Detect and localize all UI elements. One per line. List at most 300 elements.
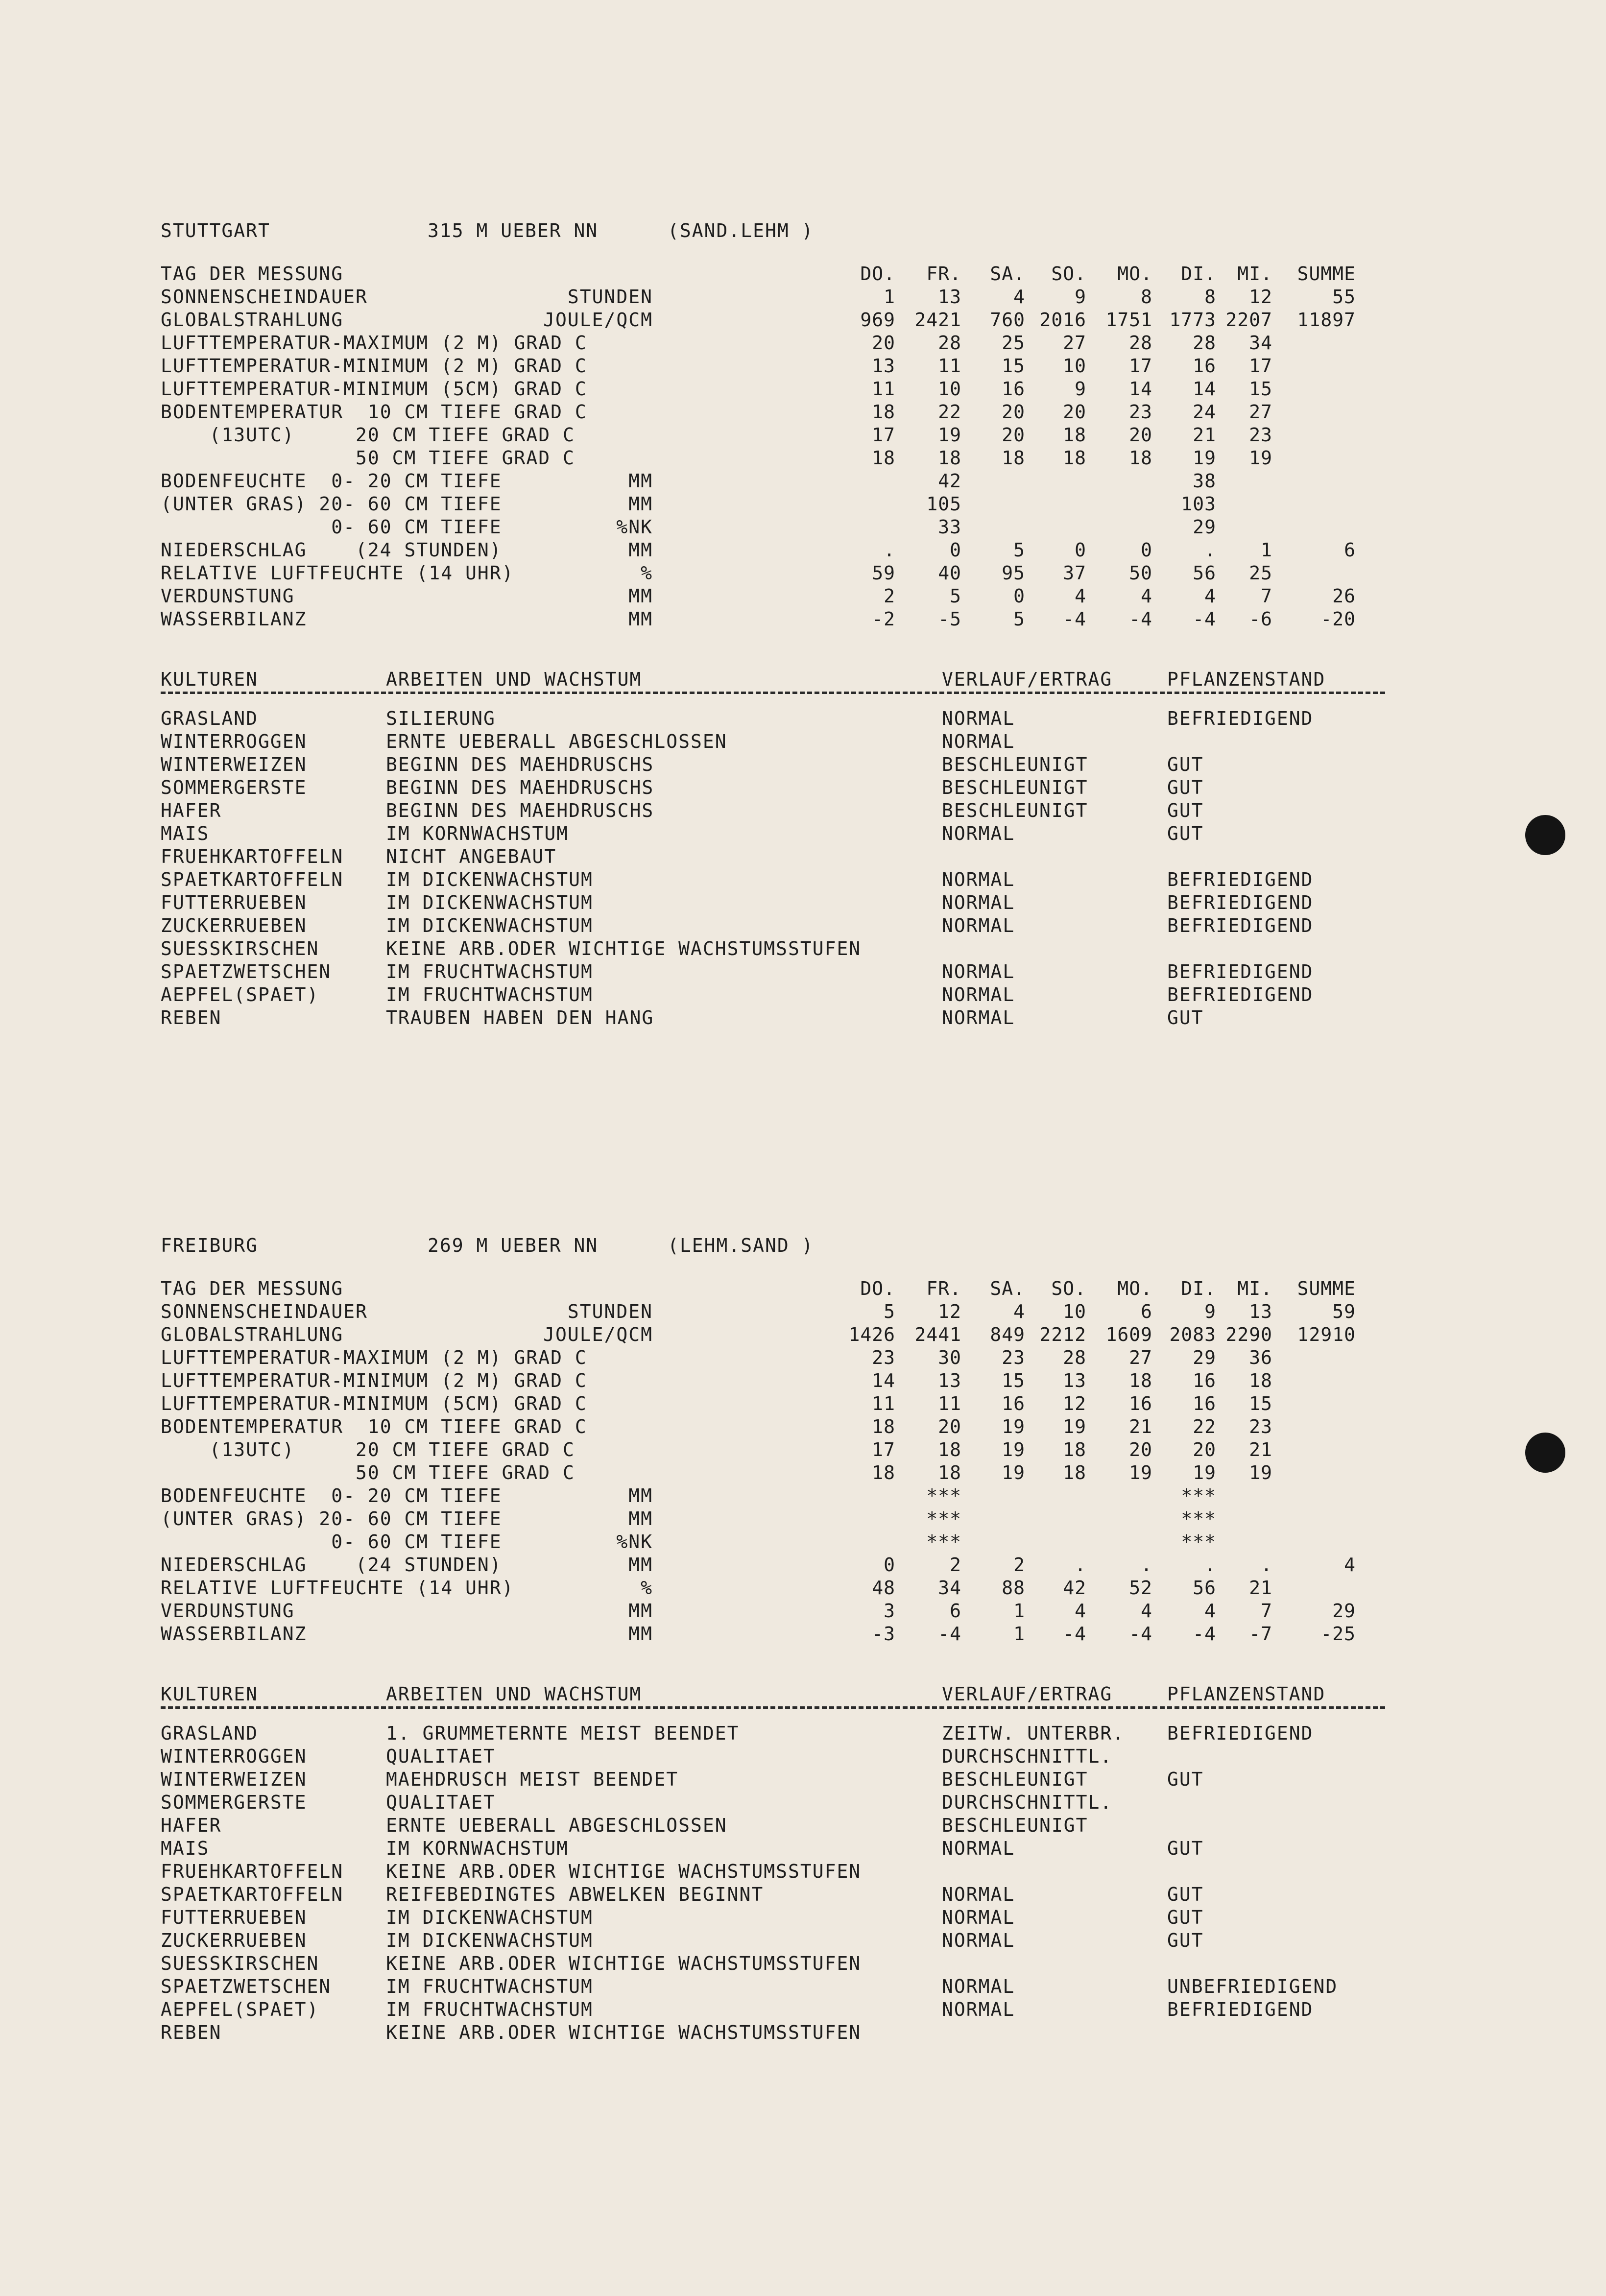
row-label: GLOBALSTRAHLUNG <box>161 309 344 331</box>
culture-cell: GUT <box>1167 1907 1204 1928</box>
value-cell: 33 <box>938 516 961 538</box>
value-cell: . <box>884 539 895 561</box>
culture-cell: BEFRIEDIGEND <box>1167 915 1314 936</box>
value-cell: 8 <box>1204 286 1216 308</box>
value-cell: 19 <box>1002 1462 1025 1483</box>
value-cell: 42 <box>1063 1577 1086 1599</box>
value-cell: 8 <box>1141 286 1152 308</box>
row-unit: % <box>641 1577 653 1599</box>
culture-cell: SPAETZWETSCHEN <box>161 1976 332 1997</box>
value-cell: 7 <box>1261 585 1272 607</box>
value-cell: 34 <box>1249 332 1272 354</box>
row-label: WASSERBILANZ <box>161 1623 307 1645</box>
day-header: MI. <box>1237 1278 1272 1299</box>
culture-cell: IM DICKENWACHSTUM <box>386 1930 593 1951</box>
culture-cell: BEFRIEDIGEND <box>1167 708 1314 729</box>
culture-cell: BESCHLEUNIGT <box>942 800 1088 821</box>
culture-cell: REBEN <box>161 1007 222 1028</box>
culture-cell: ERNTE UEBERALL ABGESCHLOSSEN <box>386 731 727 752</box>
value-cell: 21 <box>1249 1439 1272 1460</box>
row-label: SONNENSCHEINDAUER <box>161 286 368 308</box>
station-elevation: 269 M UEBER NN <box>428 1235 599 1256</box>
row-unit: %NK <box>616 516 653 538</box>
culture-cell: BESCHLEUNIGT <box>942 1815 1088 1836</box>
value-cell: 11 <box>872 1393 895 1414</box>
culture-cell: NORMAL <box>942 915 1015 936</box>
row-label: RELATIVE LUFTFEUCHTE (14 UHR) <box>161 1577 514 1599</box>
row-label: 50 CM TIEFE GRAD C <box>161 447 575 469</box>
culture-cell: GRASLAND <box>161 1722 259 1744</box>
culture-cell: NORMAL <box>942 1930 1015 1951</box>
row-label: LUFTTEMPERATUR-MINIMUM (2 M) GRAD C <box>161 1370 587 1391</box>
culture-cell: NICHT ANGEBAUT <box>386 846 557 867</box>
value-cell: 0 <box>884 1554 895 1576</box>
stand-col-header: PFLANZENSTAND <box>1167 1683 1326 1705</box>
row-label: LUFTTEMPERATUR-MAXIMUM (2 M) GRAD C <box>161 332 587 354</box>
value-cell: 10 <box>1063 355 1086 377</box>
value-cell: 15 <box>1002 1370 1025 1391</box>
value-cell: 21 <box>1129 1416 1152 1437</box>
value-cell: 16 <box>1193 1393 1216 1414</box>
row-unit: MM <box>628 1485 653 1507</box>
culture-cell: MAEHDRUSCH MEIST BEENDET <box>386 1769 679 1790</box>
culture-cell: QUALITAET <box>386 1792 496 1813</box>
value-cell: 27 <box>1249 401 1272 423</box>
culture-cell: NORMAL <box>942 1884 1015 1905</box>
culture-cell: BESCHLEUNIGT <box>942 777 1088 798</box>
day-header: SO. <box>1051 263 1086 285</box>
value-cell: 16 <box>1193 355 1216 377</box>
culture-cell: FUTTERRUEBEN <box>161 892 307 913</box>
sum-cell: 12910 <box>1297 1324 1356 1345</box>
value-cell: 52 <box>1129 1577 1152 1599</box>
culture-cell: IM DICKENWACHSTUM <box>386 892 593 913</box>
value-cell: -3 <box>872 1623 895 1645</box>
value-cell: 36 <box>1249 1347 1272 1368</box>
value-cell: 3 <box>884 1600 895 1622</box>
culture-cell: REIFEBEDINGTES ABWELKEN BEGINNT <box>386 1884 764 1905</box>
culture-cell: BEFRIEDIGEND <box>1167 961 1314 982</box>
culture-cell: MAIS <box>161 823 210 844</box>
row-label: BODENFEUCHTE 0- 20 CM TIEFE <box>161 1485 502 1507</box>
value-cell: 12 <box>938 1301 961 1322</box>
value-cell: 40 <box>938 562 961 584</box>
value-cell: 11 <box>938 355 961 377</box>
row-label: 50 CM TIEFE GRAD C <box>161 1462 575 1483</box>
culture-cell: SILIERUNG <box>386 708 496 729</box>
value-cell: 12 <box>1063 1393 1086 1414</box>
row-unit: MM <box>628 493 653 515</box>
value-cell: 25 <box>1002 332 1025 354</box>
value-cell: 20 <box>1002 424 1025 446</box>
day-header: SA. <box>990 263 1025 285</box>
value-cell: 28 <box>1193 332 1216 354</box>
culture-cell: GUT <box>1167 1884 1204 1905</box>
value-cell: 9 <box>1204 1301 1216 1322</box>
row-label: SONNENSCHEINDAUER <box>161 1301 368 1322</box>
value-cell: 1 <box>1013 1600 1025 1622</box>
value-cell: 20 <box>938 1416 961 1437</box>
day-header: FR. <box>926 1278 961 1299</box>
value-cell: 19 <box>938 424 961 446</box>
culture-cell: IM FRUCHTWACHSTUM <box>386 984 593 1005</box>
value-cell: 23 <box>872 1347 895 1368</box>
value-cell: 59 <box>872 562 895 584</box>
value-cell: -4 <box>1129 608 1152 630</box>
value-cell: -6 <box>1249 608 1272 630</box>
value-cell: 16 <box>1129 1393 1152 1414</box>
culture-cell: FUTTERRUEBEN <box>161 1907 307 1928</box>
value-cell: . <box>1141 1554 1152 1576</box>
value-cell: 24 <box>1193 401 1216 423</box>
day-header: MI. <box>1237 263 1272 285</box>
value-cell: 27 <box>1129 1347 1152 1368</box>
value-cell: 56 <box>1193 1577 1216 1599</box>
value-cell: 13 <box>938 286 961 308</box>
culture-cell: SPAETZWETSCHEN <box>161 961 332 982</box>
value-cell: 25 <box>1249 562 1272 584</box>
value-cell: 9 <box>1075 378 1086 400</box>
culture-cell: GUT <box>1167 777 1204 798</box>
culture-cell: IM FRUCHTWACHSTUM <box>386 1999 593 2020</box>
value-cell: 18 <box>1129 1370 1152 1391</box>
value-cell: 28 <box>1063 1347 1086 1368</box>
culture-cell: BESCHLEUNIGT <box>942 1769 1088 1790</box>
row-label: (13UTC) 20 CM TIEFE GRAD C <box>161 1439 575 1460</box>
row-label: LUFTTEMPERATUR-MINIMUM (5CM) GRAD C <box>161 378 587 400</box>
station-name: STUTTGART <box>161 220 270 241</box>
value-cell: 4 <box>1013 1301 1025 1322</box>
value-cell: 18 <box>938 1439 961 1460</box>
value-cell: 12 <box>1249 286 1272 308</box>
day-header: SA. <box>990 1278 1025 1299</box>
value-cell: 19 <box>1249 1462 1272 1483</box>
row-label: NIEDERSCHLAG (24 STUNDEN) <box>161 1554 502 1576</box>
row-label: BODENTEMPERATUR 10 CM TIEFE GRAD C <box>161 1416 587 1437</box>
value-cell: 1609 <box>1105 1324 1152 1345</box>
value-cell: 20 <box>1129 1439 1152 1460</box>
culture-cell: BESCHLEUNIGT <box>942 754 1088 775</box>
value-cell: 95 <box>1002 562 1025 584</box>
culture-cell: KEINE ARB.ODER WICHTIGE WACHSTUMSSTUFEN <box>386 938 862 959</box>
course-col-header: VERLAUF/ERTRAG <box>942 1683 1113 1705</box>
value-cell: 2 <box>950 1554 961 1576</box>
value-cell: 30 <box>938 1347 961 1368</box>
row-label: NIEDERSCHLAG (24 STUNDEN) <box>161 539 502 561</box>
value-cell: *** <box>926 1508 961 1530</box>
value-cell: 27 <box>1063 332 1086 354</box>
value-cell: 22 <box>1193 1416 1216 1437</box>
culture-cell: ZUCKERRUEBEN <box>161 915 307 936</box>
value-cell: 17 <box>872 424 895 446</box>
value-cell: 18 <box>1063 1462 1086 1483</box>
row-unit: MM <box>628 470 653 492</box>
value-cell: 23 <box>1249 424 1272 446</box>
course-col-header: VERLAUF/ERTRAG <box>942 669 1113 690</box>
value-cell: 28 <box>938 332 961 354</box>
culture-cell: GUT <box>1167 1930 1204 1951</box>
culture-cell: HAFER <box>161 1815 222 1836</box>
culture-cell: REBEN <box>161 2022 222 2043</box>
culture-cell: BEFRIEDIGEND <box>1167 984 1314 1005</box>
value-cell: 16 <box>1002 1393 1025 1414</box>
culture-cell: KEINE ARB.ODER WICHTIGE WACHSTUMSSTUFEN <box>386 1861 862 1882</box>
value-cell: 17 <box>1249 355 1272 377</box>
culture-cell: BEGINN DES MAEHDRUSCHS <box>386 800 654 821</box>
sum-cell: -25 <box>1320 1623 1356 1645</box>
culture-cell: GUT <box>1167 1838 1204 1859</box>
value-cell: 15 <box>1249 1393 1272 1414</box>
culture-cell: GUT <box>1167 800 1204 821</box>
value-cell: 760 <box>990 309 1025 331</box>
value-cell: 23 <box>1002 1347 1025 1368</box>
value-cell: 2290 <box>1225 1324 1272 1345</box>
culture-cell: BEFRIEDIGEND <box>1167 1722 1314 1744</box>
culture-cell: MAIS <box>161 1838 210 1859</box>
day-header: DI. <box>1181 1278 1216 1299</box>
row-unit: STUNDEN <box>567 286 653 308</box>
stand-col-header: PFLANZENSTAND <box>1167 669 1326 690</box>
station-name: FREIBURG <box>161 1235 259 1256</box>
value-cell: 16 <box>1193 1370 1216 1391</box>
culture-cell: ZEITW. UNTERBR. <box>942 1722 1125 1744</box>
culture-col-header: KULTUREN <box>161 1683 259 1705</box>
value-cell: -5 <box>938 608 961 630</box>
sum-cell: 55 <box>1332 286 1356 308</box>
work-col-header: ARBEITEN UND WACHSTUM <box>386 669 642 690</box>
value-cell: 1 <box>1261 539 1272 561</box>
value-cell: 20 <box>1129 424 1152 446</box>
value-cell: 4 <box>1204 1600 1216 1622</box>
value-cell: 42 <box>938 470 961 492</box>
value-cell: 18 <box>1249 1370 1272 1391</box>
value-cell: 29 <box>1193 516 1216 538</box>
value-cell: -4 <box>1193 1623 1216 1645</box>
row-label: VERDUNSTUNG <box>161 1600 295 1622</box>
sum-cell: 11897 <box>1297 309 1356 331</box>
dashed-divider <box>161 692 1385 697</box>
culture-cell: BEFRIEDIGEND <box>1167 1999 1314 2020</box>
value-cell: 15 <box>1002 355 1025 377</box>
value-cell: 1426 <box>848 1324 895 1345</box>
value-cell: 969 <box>860 309 895 331</box>
value-cell: 18 <box>1063 424 1086 446</box>
culture-cell: NORMAL <box>942 1838 1015 1859</box>
culture-cell: NORMAL <box>942 1907 1015 1928</box>
row-unit: JOULE/QCM <box>543 309 653 331</box>
culture-cell: NORMAL <box>942 823 1015 844</box>
row-label: BODENFEUCHTE 0- 20 CM TIEFE <box>161 470 502 492</box>
value-cell: 56 <box>1193 562 1216 584</box>
row-label: GLOBALSTRAHLUNG <box>161 1324 344 1345</box>
value-cell: 34 <box>938 1577 961 1599</box>
dashed-divider <box>161 1706 1385 1712</box>
value-cell: 4 <box>1204 585 1216 607</box>
value-cell: 48 <box>872 1577 895 1599</box>
value-cell: 20 <box>1002 401 1025 423</box>
value-cell: 0 <box>1013 585 1025 607</box>
row-unit: MM <box>628 1600 653 1622</box>
value-cell: *** <box>1181 1508 1216 1530</box>
culture-cell: ZUCKERRUEBEN <box>161 1930 307 1951</box>
day-header: MO. <box>1117 1278 1152 1299</box>
value-cell: 14 <box>872 1370 895 1391</box>
value-cell: 2212 <box>1039 1324 1086 1345</box>
culture-cell: NORMAL <box>942 869 1015 890</box>
value-cell: -2 <box>872 608 895 630</box>
sum-header: SUMME <box>1297 1278 1356 1299</box>
row-unit: MM <box>628 1554 653 1576</box>
value-cell: 6 <box>1141 1301 1152 1322</box>
culture-cell: HAFER <box>161 800 222 821</box>
sum-cell: -20 <box>1320 608 1356 630</box>
value-cell: 13 <box>872 355 895 377</box>
culture-cell: KEINE ARB.ODER WICHTIGE WACHSTUMSSTUFEN <box>386 2022 862 2043</box>
culture-cell: SOMMERGERSTE <box>161 777 307 798</box>
value-cell: 103 <box>1181 493 1216 515</box>
culture-cell: BEGINN DES MAEHDRUSCHS <box>386 754 654 775</box>
value-cell: 19 <box>1002 1439 1025 1460</box>
value-cell: 2441 <box>914 1324 961 1345</box>
row-unit: JOULE/QCM <box>543 1324 653 1345</box>
row-label: (13UTC) 20 CM TIEFE GRAD C <box>161 424 575 446</box>
value-cell: 18 <box>872 447 895 469</box>
value-cell: 15 <box>1249 378 1272 400</box>
value-cell: 19 <box>1193 447 1216 469</box>
culture-cell: NORMAL <box>942 708 1015 729</box>
value-cell: 0 <box>950 539 961 561</box>
sum-cell: 59 <box>1332 1301 1356 1322</box>
culture-cell: KEINE ARB.ODER WICHTIGE WACHSTUMSSTUFEN <box>386 1953 862 1974</box>
station-soil: (LEHM.SAND ) <box>668 1235 814 1256</box>
value-cell: 4 <box>1075 1600 1086 1622</box>
day-header: DO. <box>860 263 895 285</box>
culture-cell: IM DICKENWACHSTUM <box>386 915 593 936</box>
culture-cell: DURCHSCHNITTL. <box>942 1746 1113 1767</box>
value-cell: 28 <box>1129 332 1152 354</box>
value-cell: 1773 <box>1169 309 1216 331</box>
culture-cell: NORMAL <box>942 984 1015 1005</box>
row-unit: MM <box>628 585 653 607</box>
sum-cell: 29 <box>1332 1600 1356 1622</box>
culture-cell: IM FRUCHTWACHSTUM <box>386 1976 593 1997</box>
culture-cell: WINTERWEIZEN <box>161 754 307 775</box>
row-unit: MM <box>628 608 653 630</box>
day-header: FR. <box>926 263 961 285</box>
culture-cell: WINTERROGGEN <box>161 1746 307 1767</box>
sum-header: SUMME <box>1297 263 1356 285</box>
row-label: LUFTTEMPERATUR-MINIMUM (2 M) GRAD C <box>161 355 587 377</box>
culture-cell: FRUEHKARTOFFELN <box>161 1861 344 1882</box>
culture-cell: IM KORNWACHSTUM <box>386 1838 569 1859</box>
culture-cell: ERNTE UEBERALL ABGESCHLOSSEN <box>386 1815 727 1836</box>
culture-cell: AEPFEL(SPAET) <box>161 984 319 1005</box>
value-cell: *** <box>926 1531 961 1553</box>
value-cell: 50 <box>1129 562 1152 584</box>
row-unit: %NK <box>616 1531 653 1553</box>
value-cell: 14 <box>1193 378 1216 400</box>
value-cell: 4 <box>1141 1600 1152 1622</box>
value-cell: -4 <box>1063 608 1086 630</box>
value-cell: 19 <box>1063 1416 1086 1437</box>
value-cell: 9 <box>1075 286 1086 308</box>
value-cell: 20 <box>1193 1439 1216 1460</box>
day-header: SO. <box>1051 1278 1086 1299</box>
sum-cell: 6 <box>1344 539 1356 561</box>
culture-cell: GRASLAND <box>161 708 259 729</box>
culture-cell: BEFRIEDIGEND <box>1167 869 1314 890</box>
row-unit: MM <box>628 1508 653 1530</box>
value-cell: 10 <box>938 378 961 400</box>
row-label: BODENTEMPERATUR 10 CM TIEFE GRAD C <box>161 401 587 423</box>
culture-cell: GUT <box>1167 823 1204 844</box>
value-cell: 4 <box>1013 286 1025 308</box>
value-cell: 2016 <box>1039 309 1086 331</box>
culture-cell: GUT <box>1167 1769 1204 1790</box>
culture-cell: TRAUBEN HABEN DEN HANG <box>386 1007 654 1028</box>
culture-cell: QUALITAET <box>386 1746 496 1767</box>
row-label: LUFTTEMPERATUR-MINIMUM (5CM) GRAD C <box>161 1393 587 1414</box>
value-cell: 1 <box>1013 1623 1025 1645</box>
value-cell: . <box>1204 1554 1216 1576</box>
culture-cell: NORMAL <box>942 892 1015 913</box>
measure-label: TAG DER MESSUNG <box>161 1278 344 1299</box>
row-label: (UNTER GRAS) 20- 60 CM TIEFE <box>161 1508 502 1530</box>
value-cell: 105 <box>926 493 961 515</box>
row-unit: MM <box>628 1623 653 1645</box>
day-header: DI. <box>1181 263 1216 285</box>
culture-cell: IM FRUCHTWACHSTUM <box>386 961 593 982</box>
value-cell: 19 <box>1002 1416 1025 1437</box>
value-cell: 7 <box>1261 1600 1272 1622</box>
culture-cell: AEPFEL(SPAET) <box>161 1999 319 2020</box>
value-cell: 37 <box>1063 562 1086 584</box>
value-cell: 17 <box>872 1439 895 1460</box>
value-cell: *** <box>1181 1531 1216 1553</box>
value-cell: 18 <box>1063 1439 1086 1460</box>
value-cell: 2083 <box>1169 1324 1216 1345</box>
culture-cell: NORMAL <box>942 1999 1015 2020</box>
value-cell: 19 <box>1129 1462 1152 1483</box>
culture-cell: IM KORNWACHSTUM <box>386 823 569 844</box>
value-cell: 21 <box>1249 1577 1272 1599</box>
value-cell: 5 <box>884 1301 895 1322</box>
value-cell: 5 <box>1013 608 1025 630</box>
culture-cell: NORMAL <box>942 1976 1015 1997</box>
station-elevation: 315 M UEBER NN <box>428 220 599 241</box>
day-header: DO. <box>860 1278 895 1299</box>
value-cell: 38 <box>1193 470 1216 492</box>
value-cell: 18 <box>1002 447 1025 469</box>
value-cell: 19 <box>1249 447 1272 469</box>
value-cell: -4 <box>1063 1623 1086 1645</box>
value-cell: 0 <box>1075 539 1086 561</box>
culture-cell: DURCHSCHNITTL. <box>942 1792 1113 1813</box>
culture-cell: BEGINN DES MAEHDRUSCHS <box>386 777 654 798</box>
value-cell: 2 <box>884 585 895 607</box>
value-cell: 14 <box>1129 378 1152 400</box>
culture-cell: WINTERROGGEN <box>161 731 307 752</box>
row-unit: % <box>641 562 653 584</box>
value-cell: 18 <box>1063 447 1086 469</box>
row-label: 0- 60 CM TIEFE <box>161 516 502 538</box>
station-soil: (SAND.LEHM ) <box>668 220 814 241</box>
sum-cell: 4 <box>1344 1554 1356 1576</box>
value-cell: 10 <box>1063 1301 1086 1322</box>
work-col-header: ARBEITEN UND WACHSTUM <box>386 1683 642 1705</box>
value-cell: 23 <box>1129 401 1152 423</box>
culture-cell: IM DICKENWACHSTUM <box>386 869 593 890</box>
